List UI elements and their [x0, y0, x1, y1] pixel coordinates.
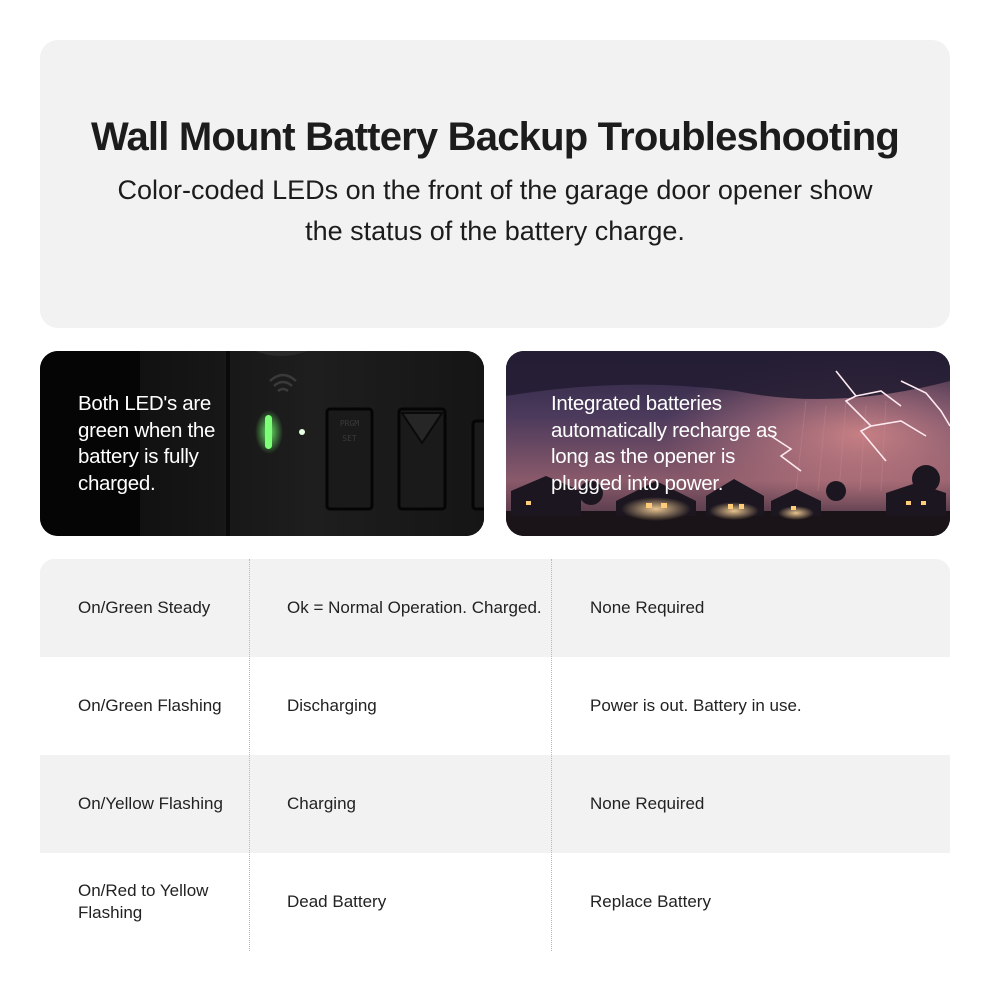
set-label: SET	[342, 434, 357, 443]
meaning-cell: Discharging	[287, 696, 377, 715]
status-cell: On/Green Flashing	[78, 696, 222, 715]
column-divider	[551, 559, 552, 951]
status-cell: On/Yellow Flashing	[78, 794, 223, 813]
action-cell: None Required	[590, 598, 705, 617]
meaning-cell: Dead Battery	[287, 892, 387, 911]
header-card	[40, 40, 950, 328]
action-cell: Replace Battery	[590, 892, 711, 911]
table-row	[40, 657, 950, 755]
led-bar	[265, 415, 272, 449]
status-cell: On/Green Steady	[78, 598, 211, 617]
meaning-cell: Charging	[287, 794, 356, 813]
led-panel-caption	[78, 391, 238, 497]
led-photo-panel	[40, 351, 484, 536]
page-subtitle: Color-coded LEDs on the front of the garage door opener show the status of the battery charge.	[117, 174, 873, 246]
led-panel-text: Both LED's are green when the battery is fully charged.	[78, 392, 216, 495]
action-cell: Power is out. Battery in use.	[590, 696, 802, 715]
storm-panel-caption	[551, 391, 786, 497]
page-title: Wall Mount Battery Backup Troubleshooting	[91, 114, 899, 159]
led-status-table	[40, 559, 950, 951]
table-row	[40, 755, 950, 853]
table-row	[40, 853, 950, 951]
meaning-cell: Ok = Normal Operation. Charged.	[287, 598, 542, 617]
status-cell: On/Red to Yellow Flashing	[78, 881, 209, 922]
storm-photo-panel	[506, 351, 950, 536]
column-divider	[249, 559, 250, 951]
storm-panel-text: Integrated batteries automatically recharge as long as the opener is plugged into power.	[551, 392, 778, 495]
table-row	[40, 559, 950, 657]
prgm-label: PRGM	[339, 419, 360, 428]
led-dot	[299, 429, 305, 435]
action-cell: None Required	[590, 794, 705, 813]
